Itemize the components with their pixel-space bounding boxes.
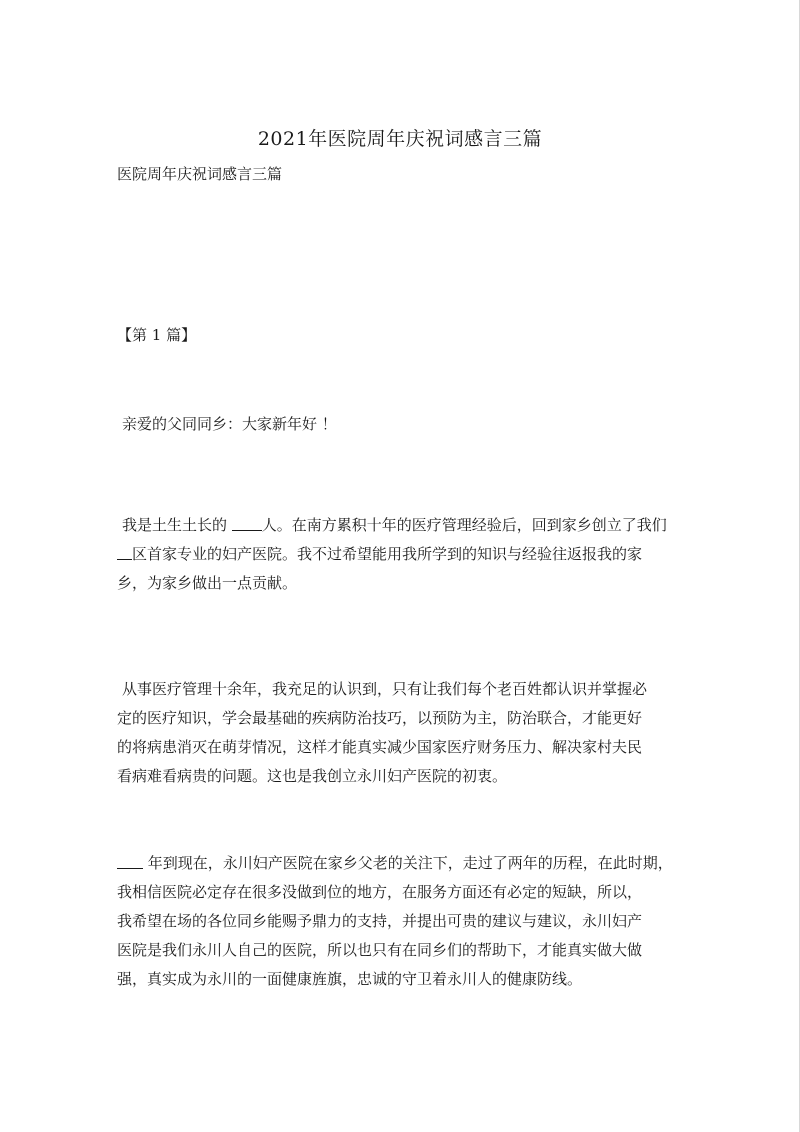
paragraph-1 [117,511,667,598]
paragraph-2 [117,675,662,791]
document-title: 2021年医院周年庆祝词感言三篇 [257,128,543,150]
paragraph-line: 看病难看病贵的问题。这也是我创立永川妇产医院的初衷。 [117,767,508,785]
fill-in-blank [117,854,143,869]
fill-in-blank [117,545,132,560]
paragraph-line: 年到现在，永川妇产医院在家乡父老的关注下，走过了两年的历程，在此时期， [117,849,662,878]
paragraph-line: 的将病患消灭在萌芽情况，这样才能真实减少国家医疗财务压力、解决家村夫民 [117,738,643,756]
paragraph-line: 我是土生土长的 人。在南方累积十年的医疗管理经验后，回到家乡创立了我们 [122,516,667,534]
paragraph-line: 我相信医院必定存在很多没做到位的地方，在服务方面还有必定的短缺，所以， [117,883,643,901]
greeting-line: 亲爱的父同同乡：大家新年好 ！ [122,415,337,433]
section-heading: 【第 1 篇】 [117,326,197,344]
paragraph-line: 医院是我们永川人自己的医院，所以也只有在同乡们的帮助下，才能真实做大做 [117,941,643,959]
paragraph-line: 从事医疗管理十余年，我充足的认识到，只有让我们每个老百姓都认识并掌握必 [122,680,648,698]
paragraph-line: 强，真实成为永川的一面健康旌旗，忠诚的守卫着永川人的健康防线。 [117,970,583,988]
paragraph-3 [117,849,673,994]
paragraph-line: 我希望在场的各位同乡能赐予鼎力的支持，并提出可贵的建议与建议，永川妇产 [117,912,643,930]
paragraph-line: 乡，为家乡做出一点贡献。 [117,574,298,592]
paragraph-line: 区首家专业的妇产医院。我不过希望能用我所学到的知识与经验往返报我的家 [117,540,662,569]
document-subtitle: 医院周年庆祝词感言三篇 [117,165,283,183]
fill-in-blank [232,516,262,531]
paragraph-line: 定的医疗知识，学会最基础的疾病防治技巧，以预防为主，防治联合，才能更好 [117,709,643,727]
